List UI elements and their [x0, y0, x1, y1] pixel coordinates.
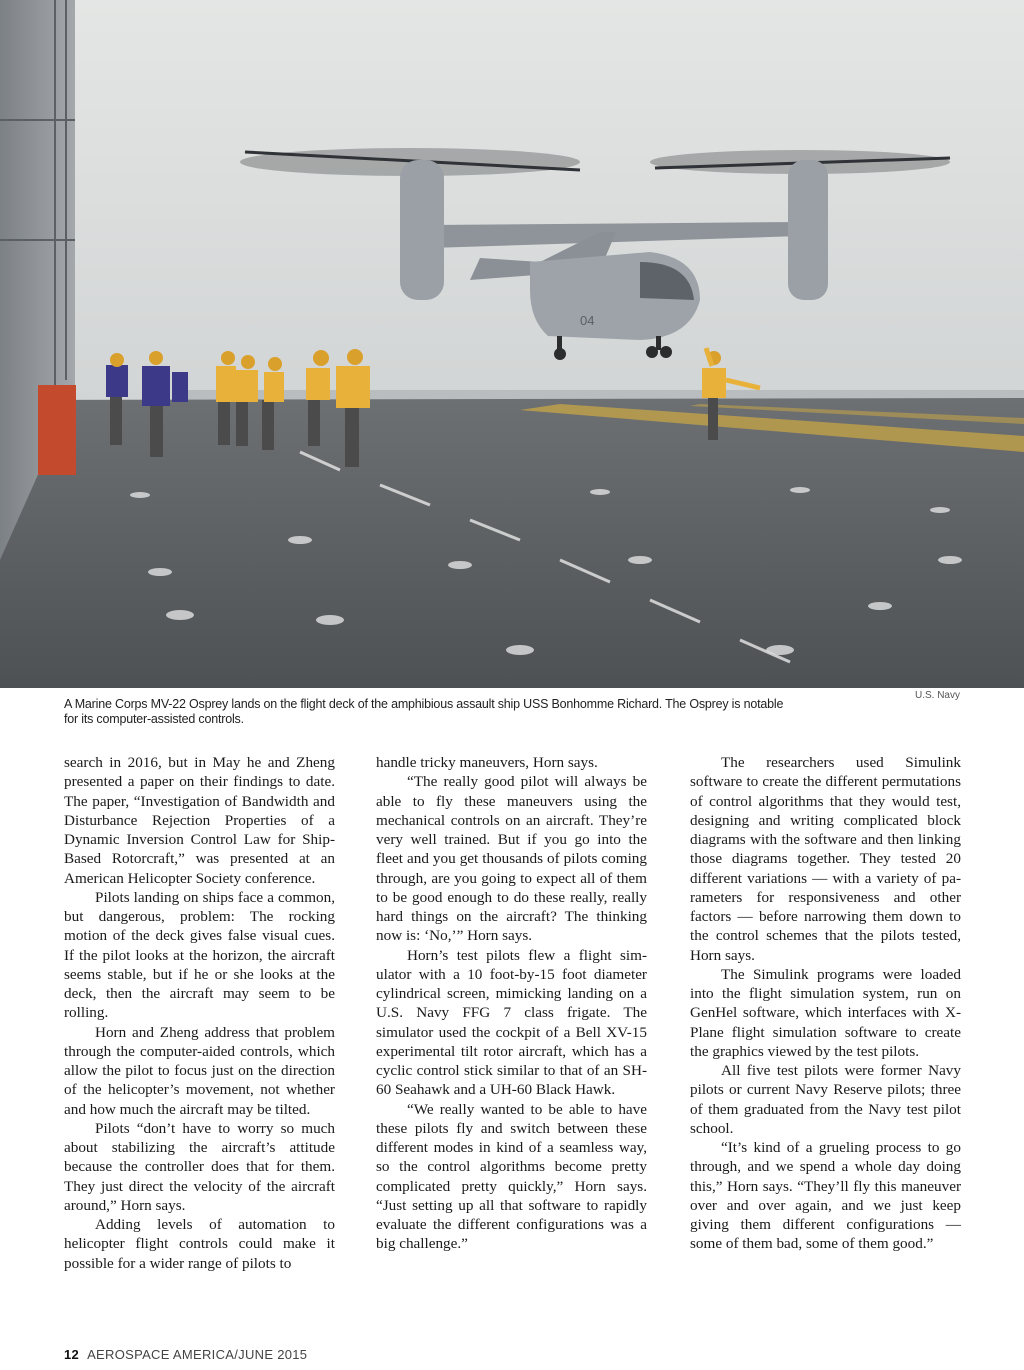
nacelle-right	[788, 160, 828, 300]
article-column-3	[690, 753, 961, 1254]
article-column-1	[64, 753, 335, 1273]
paragraph: handle tricky maneuvers, Horn says.	[376, 754, 598, 771]
photo-caption: A Marine Corps MV-22 Osprey lands on the flight deck of the amphibious assault ship USS Bonhomme Richard. The Osprey is notable for its computer-assisted controls.	[64, 697, 784, 726]
sky	[0, 0, 1024, 400]
paragraph: search in 2016, but in May he and Zheng presented a paper on their findings to date. The paper, “Investigation of Bandwidth and Disturbance Rejection Properties of a Dynamic Inversion Control Law for Ship-Based Rotorcraft,” was presented at an American Helicopter Society conference.	[64, 754, 335, 887]
paragraph: Horn’s test pilots flew a flight simulator with a 10 foot-by-15 foot diameter cylindrical screen, mimicking landing on a U.S. Navy FFG 7 class frigate. The simulator used the cockpit of a Bell XV-15 experimental tilt rotor aircraft, which has a cyclic control stick similar to that of an SH-60 Seahawk and a UH-60 Black Hawk.	[376, 946, 647, 1099]
page-number: 12	[64, 1347, 80, 1362]
page-footer	[64, 1347, 307, 1362]
paragraph: Adding levels of automation to helicopter flight controls could make it possible for a wider range of pilots to	[64, 1216, 335, 1272]
safety-gear-stack	[38, 385, 76, 475]
publication-name: AEROSPACE AMERICA/JUNE 2015	[87, 1347, 308, 1362]
nacelle-left	[400, 160, 444, 300]
paragraph: The Simulink programs were loaded into the flight simulation system, run on GenHel software, which interfaces with X-Plane flight simulation software to create the graphics viewed by the test pilots.	[690, 965, 961, 1060]
paragraph: Pilots “don’t have to worry so much about stabilizing the aircraft’s attitude because the controller does that for them. They just direct the velocity of the aircraft around,” Horn says.	[64, 1119, 335, 1214]
paragraph: “The really good pilot will always be able to fly these maneuvers using the mechanical controls on an aircraft. They’re very well trained. But if you go into the fleet and you get thousands of pilots coming through, are you going to expect all of them to be good enough to do these really, really hard things on the aircraft? The thinking now is: ‘No,’” Horn says.	[376, 773, 647, 945]
aircraft-marking: 04	[580, 313, 595, 328]
paragraph: “It’s kind of a grueling process to go through, and we spend a whole day doing this,” Horn says. “They’ll fly this maneuver over and over again, and we just keep giving them different configurations — some of them bad, some of them good.”	[690, 1139, 961, 1253]
paragraph: Horn and Zheng address that problem through the computer-aided controls, which allow the pilot to focus just on the direction of the helicopter’s movement, not whether and how much the aircraft may be tilted.	[64, 1023, 335, 1118]
photo-credit: U.S. Navy	[914, 690, 960, 701]
paragraph: The researchers used Simulink software to create the different permutations of control algorithms that they would test, designing and writing complicated block diagrams with the software and then linking those diagrams together. They tested 20 different variations — with a variety of parameters for responsiveness and other factors — before narrowing them down to the control schemes that the pilots tested, Horn says.	[690, 754, 961, 964]
paragraph: All five test pilots were former Navy pilots or current Navy Reserve pilots; three of them graduated from the Navy test pilot school.	[690, 1062, 961, 1137]
paragraph: “We really wanted to be able to have these pilots fly and switch between these different modes in kind of a seamless way, so the control algorithms become pretty complicated pretty quickly,” Horn says. “Just setting up all that software to rapidly evaluate the different configurations was a big challenge.”	[376, 1100, 647, 1253]
paragraph: Pilots landing on ships face a common, but dangerous, problem: The rocking motion of the deck gives false visual cues. If the pilot looks at the horizon, the aircraft seems stable, but if he or she looks at the deck, then the aircraft may seem to be rolling.	[64, 888, 335, 1022]
article-column-2	[376, 753, 647, 1254]
